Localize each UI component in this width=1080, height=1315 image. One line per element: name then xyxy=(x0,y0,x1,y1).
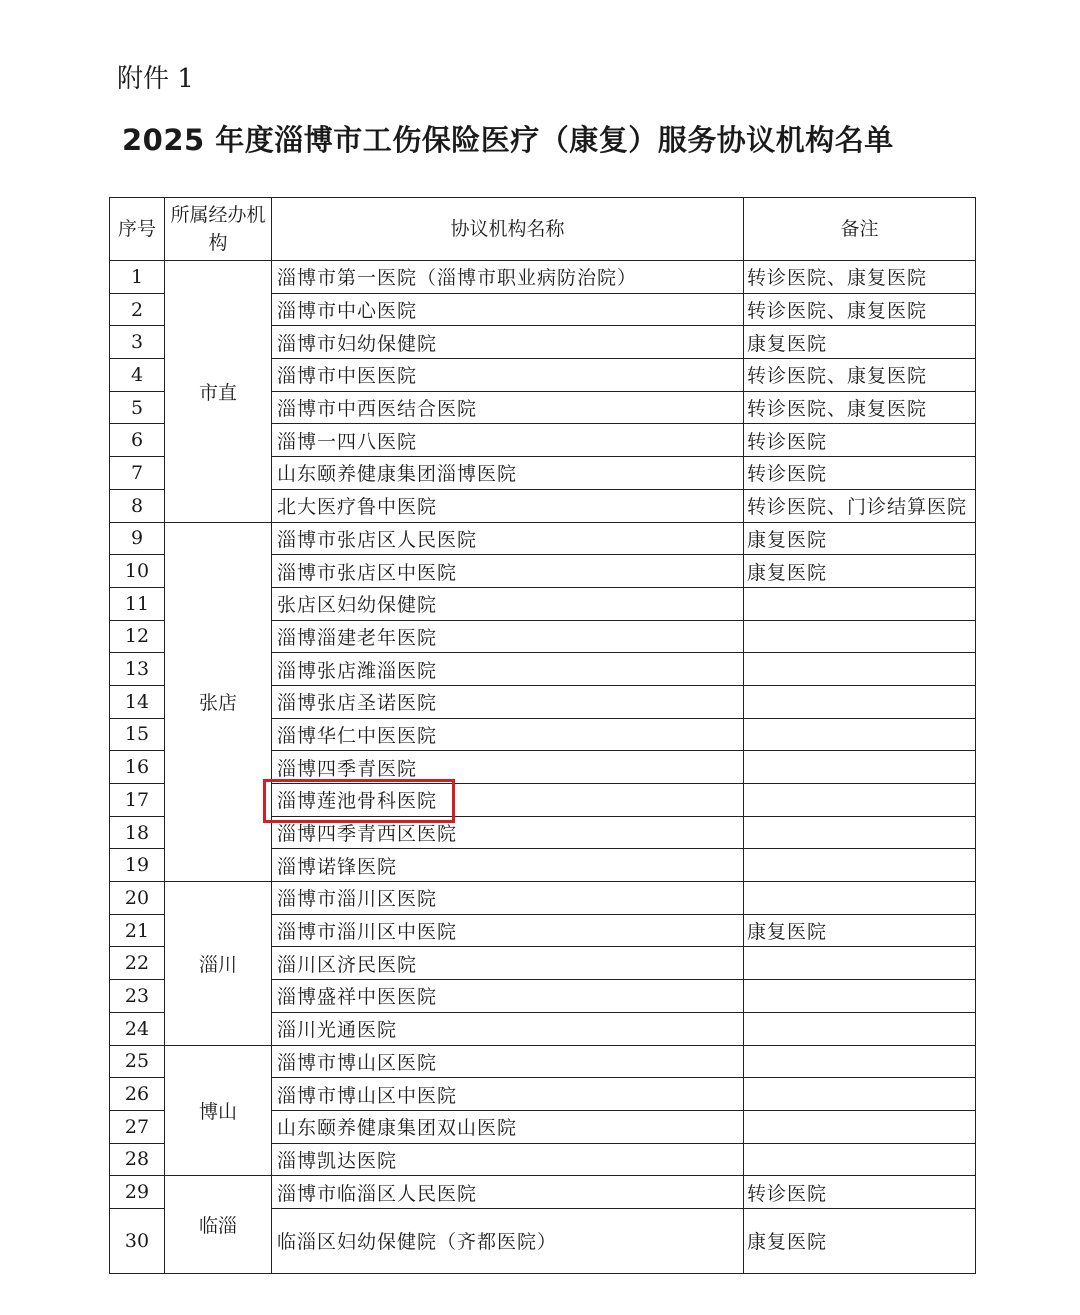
row-note xyxy=(744,784,976,817)
row-seq: 4 xyxy=(110,359,165,392)
row-seq: 3 xyxy=(110,326,165,359)
table-row xyxy=(110,1045,976,1078)
institution-name: 淄博市张店区人民医院 xyxy=(272,522,744,555)
institution-name: 淄川光通医院 xyxy=(272,1012,744,1045)
row-note: 转诊医院 xyxy=(744,424,976,457)
institution-name: 淄博市淄川区医院 xyxy=(272,882,744,915)
agency-cell: 张店 xyxy=(165,522,272,882)
header-name: 协议机构名称 xyxy=(272,198,744,261)
row-seq: 18 xyxy=(110,816,165,849)
document-title: 2025 年度淄博市工伤保险医疗（康复）服务协议机构名单 xyxy=(122,123,894,157)
row-note: 康复医院 xyxy=(744,522,976,555)
row-note: 转诊医院 xyxy=(744,457,976,490)
agency-cell: 市直 xyxy=(165,261,272,523)
attachment-label: 附件 1 xyxy=(117,64,194,94)
row-seq: 10 xyxy=(110,555,165,588)
institution-name: 淄川区济民医院 xyxy=(272,947,744,980)
row-seq: 26 xyxy=(110,1078,165,1111)
row-seq: 23 xyxy=(110,980,165,1013)
institution-name: 淄博莲池骨科医院 xyxy=(272,784,744,817)
row-seq: 29 xyxy=(110,1176,165,1209)
row-note xyxy=(744,1143,976,1176)
row-note: 转诊医院、康复医院 xyxy=(744,391,976,424)
institution-name: 淄博市中心医院 xyxy=(272,293,744,326)
row-seq: 24 xyxy=(110,1012,165,1045)
row-seq: 11 xyxy=(110,587,165,620)
table-row xyxy=(110,1176,976,1209)
row-note: 转诊医院 xyxy=(744,1176,976,1209)
institution-name: 淄博盛祥中医医院 xyxy=(272,980,744,1013)
row-seq: 16 xyxy=(110,751,165,784)
row-seq: 13 xyxy=(110,653,165,686)
table-row xyxy=(110,261,976,294)
institution-name: 北大医疗鲁中医院 xyxy=(272,489,744,522)
table-row xyxy=(110,522,976,555)
row-seq: 7 xyxy=(110,457,165,490)
institution-name: 淄博市妇幼保健院 xyxy=(272,326,744,359)
row-note xyxy=(744,882,976,915)
table-row xyxy=(110,882,976,915)
agency-cell: 博山 xyxy=(165,1045,272,1176)
row-note: 康复医院 xyxy=(744,326,976,359)
institution-name: 淄博张店圣诺医院 xyxy=(272,685,744,718)
row-seq: 5 xyxy=(110,391,165,424)
row-note: 转诊医院、门诊结算医院 xyxy=(744,489,976,522)
row-note xyxy=(744,1045,976,1078)
institution-name: 淄博市博山区医院 xyxy=(272,1045,744,1078)
institution-name: 临淄区妇幼保健院（齐都医院） xyxy=(272,1208,744,1273)
row-note xyxy=(744,751,976,784)
institution-name: 张店区妇幼保健院 xyxy=(272,587,744,620)
row-seq: 15 xyxy=(110,718,165,751)
institution-name: 淄博市临淄区人民医院 xyxy=(272,1176,744,1209)
row-seq: 8 xyxy=(110,489,165,522)
row-note xyxy=(744,685,976,718)
institution-name: 淄博市第一医院（淄博市职业病防治院） xyxy=(272,261,744,294)
row-seq: 30 xyxy=(110,1208,165,1273)
row-seq: 12 xyxy=(110,620,165,653)
institution-name: 淄博市中西医结合医院 xyxy=(272,391,744,424)
institution-name: 淄博市张店区中医院 xyxy=(272,555,744,588)
row-note xyxy=(744,587,976,620)
institution-name: 淄博市淄川区中医院 xyxy=(272,914,744,947)
row-note: 康复医院 xyxy=(744,1208,976,1273)
institution-name: 淄博市中医医院 xyxy=(272,359,744,392)
row-seq: 22 xyxy=(110,947,165,980)
row-seq: 17 xyxy=(110,784,165,817)
row-note xyxy=(744,1012,976,1045)
row-note xyxy=(744,718,976,751)
row-note xyxy=(744,620,976,653)
institution-name: 淄博一四八医院 xyxy=(272,424,744,457)
row-seq: 28 xyxy=(110,1143,165,1176)
row-seq: 20 xyxy=(110,882,165,915)
institution-name: 淄博四季青医院 xyxy=(272,751,744,784)
institution-name: 山东颐养健康集团双山医院 xyxy=(272,1110,744,1143)
row-seq: 1 xyxy=(110,261,165,294)
row-seq: 6 xyxy=(110,424,165,457)
row-note xyxy=(744,849,976,882)
institution-name: 淄博华仁中医医院 xyxy=(272,718,744,751)
row-note xyxy=(744,816,976,849)
row-seq: 9 xyxy=(110,522,165,555)
institution-name: 淄博市博山区中医院 xyxy=(272,1078,744,1111)
institution-name: 淄博张店潍淄医院 xyxy=(272,653,744,686)
header-seq: 序号 xyxy=(110,198,165,261)
row-seq: 21 xyxy=(110,914,165,947)
table-header-row xyxy=(110,198,976,261)
institution-name: 淄博凯达医院 xyxy=(272,1143,744,1176)
row-note xyxy=(744,653,976,686)
institution-name: 淄博诺锋医院 xyxy=(272,849,744,882)
header-note: 备注 xyxy=(744,198,976,261)
agency-cell: 淄川 xyxy=(165,882,272,1045)
institution-name: 淄博淄建老年医院 xyxy=(272,620,744,653)
row-seq: 14 xyxy=(110,685,165,718)
row-note xyxy=(744,980,976,1013)
row-seq: 19 xyxy=(110,849,165,882)
row-seq: 25 xyxy=(110,1045,165,1078)
row-note: 康复医院 xyxy=(744,914,976,947)
row-seq: 2 xyxy=(110,293,165,326)
row-note xyxy=(744,947,976,980)
row-note xyxy=(744,1078,976,1111)
row-note: 转诊医院、康复医院 xyxy=(744,293,976,326)
agency-cell: 临淄 xyxy=(165,1176,272,1274)
institution-name: 淄博四季青西区医院 xyxy=(272,816,744,849)
header-agency: 所属经办机构 xyxy=(165,198,272,261)
row-note xyxy=(744,1110,976,1143)
institution-name: 山东颐养健康集团淄博医院 xyxy=(272,457,744,490)
row-note: 康复医院 xyxy=(744,555,976,588)
row-note: 转诊医院、康复医院 xyxy=(744,261,976,294)
row-seq: 27 xyxy=(110,1110,165,1143)
row-note: 转诊医院、康复医院 xyxy=(744,359,976,392)
institution-table xyxy=(109,197,976,1274)
